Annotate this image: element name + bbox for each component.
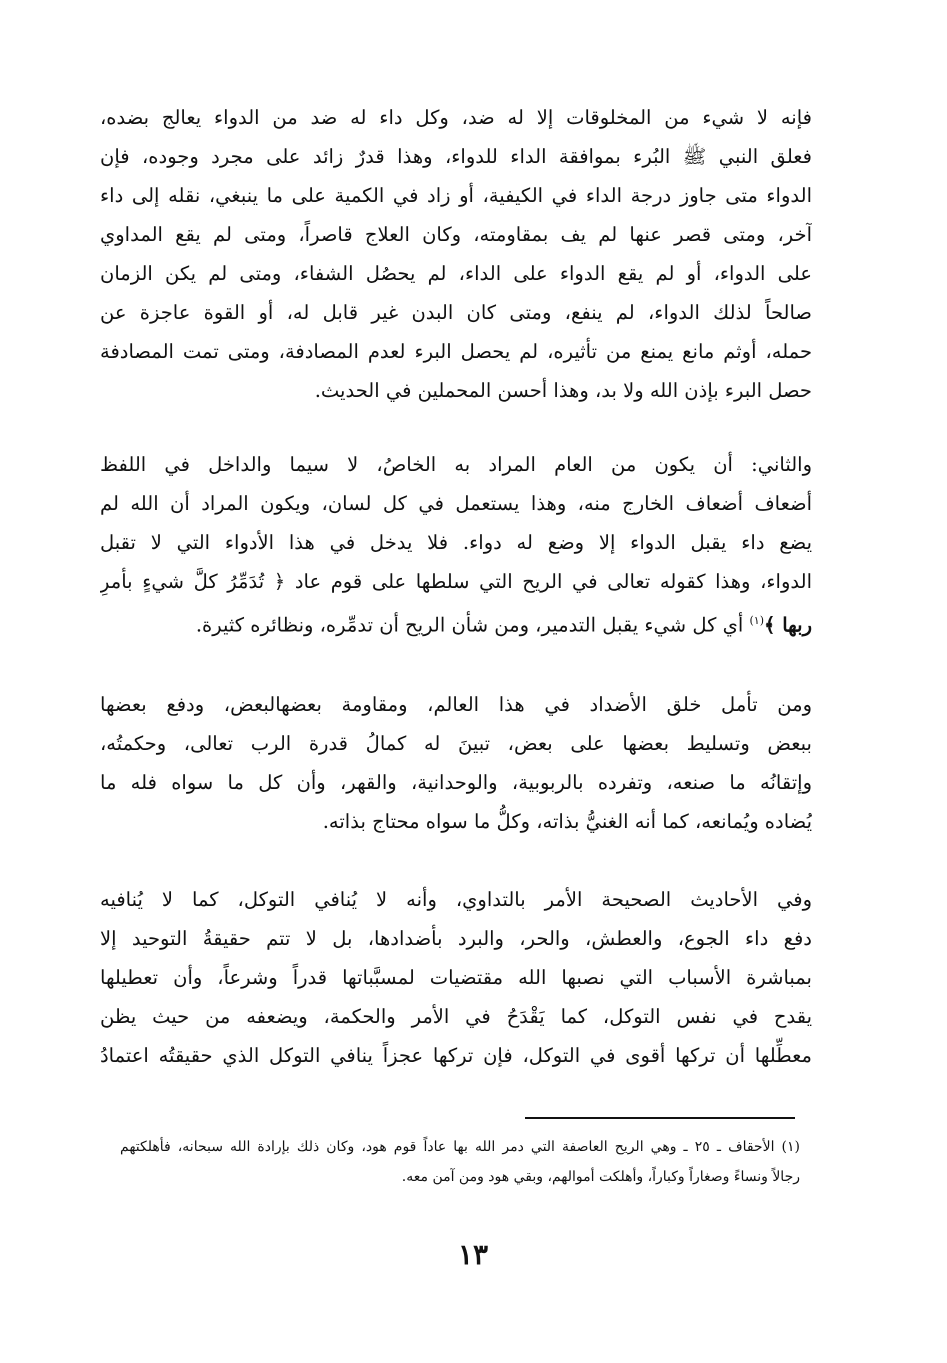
- text-line: ببعض وتسليط بعضها على بعض، تبينَ له كمالُ قدرة الرب تعالى، وحكمتُه،: [100, 732, 812, 755]
- text-line: معطِّلها أن تركها أقوى في التوكل، فإن تركها عجزاً ينافي التوكل الذي حقيقتُه اعتمادُ: [100, 1044, 812, 1067]
- page-number: ١٣: [457, 1238, 489, 1271]
- text-line: حصل البرء بإذن الله ولا بد، وهذا أحسن المحملين في الحديث.: [314, 379, 812, 402]
- text-line: الدواء متى جاوز درجة الداء في الكيفية، أو زاد في الكمية على ما ينبغي، نقله إلى داء: [100, 184, 812, 207]
- text-line: حمله، أوثم مانع يمنع من تأثيره، لم يحصل البرء لعدم المصادفة، ومتى تمت المصادفة: [100, 340, 812, 363]
- text-line: فعلق النبي ﷺ البُرء بموافقة الداء للدواء، وهذا قدرٌ زائد على مجرد وجوده، فإن: [100, 145, 812, 168]
- paragraph-2: [100, 445, 812, 640]
- text-line: وفي الأحاديث الصحيحة الأمر بالتداوي، وأنه لا يُنافي التوكل، كما لا يُنافيه: [100, 888, 812, 911]
- text-line: صالحاً لذلك الدواء، لم ينفع، ومتى كان البدن غير قابل له، أو القوة عاجزة عن: [100, 301, 812, 324]
- paragraph-1: [100, 98, 812, 410]
- text-line: دفع داء الجوع، والعطش، والحر، والبرد بأضدادها، بل لا تتم حقيقةُ التوحيد إلا: [100, 927, 812, 950]
- text-line: [100, 601, 812, 640]
- footnote-line: (١) الأحقاف ـ ٢٥ ـ وهي الريح العاصفة التي دمر الله بها عاداً قوم هود، وكان ذلك بإرادة الله سبحانه، فأهلكتهم: [120, 1139, 800, 1155]
- text-line: فإنه لا شيء من المخلوقات إلا له ضد، وكل داء له ضد من الدواء يعالج بضده،: [100, 106, 812, 129]
- footnote-divider: [525, 1117, 795, 1119]
- quran-verse-tail: ربها ﴾: [764, 613, 812, 637]
- text-line: آخر، ومتى قصر عنها لم يف بمقاومته، وكان العلاج قاصراً، ومتى لم يقع المداوي: [100, 223, 812, 246]
- text-line: وإتقانُه ما صنعه، وتفرده بالربوبية، والوحدانية، والقهر، وأن كل ما سواه فله ما: [100, 771, 812, 794]
- footnote-line: رجالاً ونساءً وصغاراً وكباراً، وأهلكت أموالهم، وبقي هود ومن آمن معه.: [401, 1169, 800, 1185]
- text-line: بمباشرة الأسباب التي نصبها الله مقتضيات لمسبَّباتها قدراً وشرعاً، وأن تعطيلها: [100, 966, 812, 989]
- text-line: يُضاده ويُمانعه، كما أنه الغنيُّ بذاته، وكلُّ ما سواه محتاج بذاته.: [322, 810, 812, 833]
- verse-explanation: أي كل شيء يقبل التدمير، ومن شأن الريح أن تدمِّره، ونظائره كثيرة.: [195, 613, 744, 637]
- text-line: يضع داء يقبل الدواء إلا وضع له دواء. فلا يدخل في هذا الأدواء التي لا تقبل: [100, 531, 812, 554]
- text-line: ومن تأمل خلق الأضداد في هذا العالم، ومقاومة بعضهالبعض، ودفع بعضها: [100, 693, 812, 716]
- text-line: على الدواء، أو لم يقع الدواء على الداء، لم يحصُل الشفاء، ومتى لم يكن الزمان: [100, 262, 812, 285]
- text-line: والثاني: أن يكون من العام المراد به الخاصُ، لا سيما والداخل في اللفظ: [100, 453, 812, 476]
- text-line: يقدح في نفس التوكل، كما يَقْدَحُ في الأمر والحكمة، ويضعفه من حيث يظن: [100, 1005, 812, 1028]
- footnote: [120, 1132, 800, 1192]
- footnote-reference: (١): [749, 614, 764, 627]
- text-line: أضعاف أضعاف الخارج منه، وهذا يستعمل في كل لسان، ويكون المراد أن الله لم: [100, 492, 812, 515]
- paragraph-4: [100, 880, 812, 1075]
- paragraph-3: [100, 685, 812, 841]
- text-line: الدواء، وهذا كقوله تعالى في الريح التي سلطها على قوم عاد ﴿ تُدَمِّرُ كلَّ شيءٍ بأمرِ: [100, 570, 812, 593]
